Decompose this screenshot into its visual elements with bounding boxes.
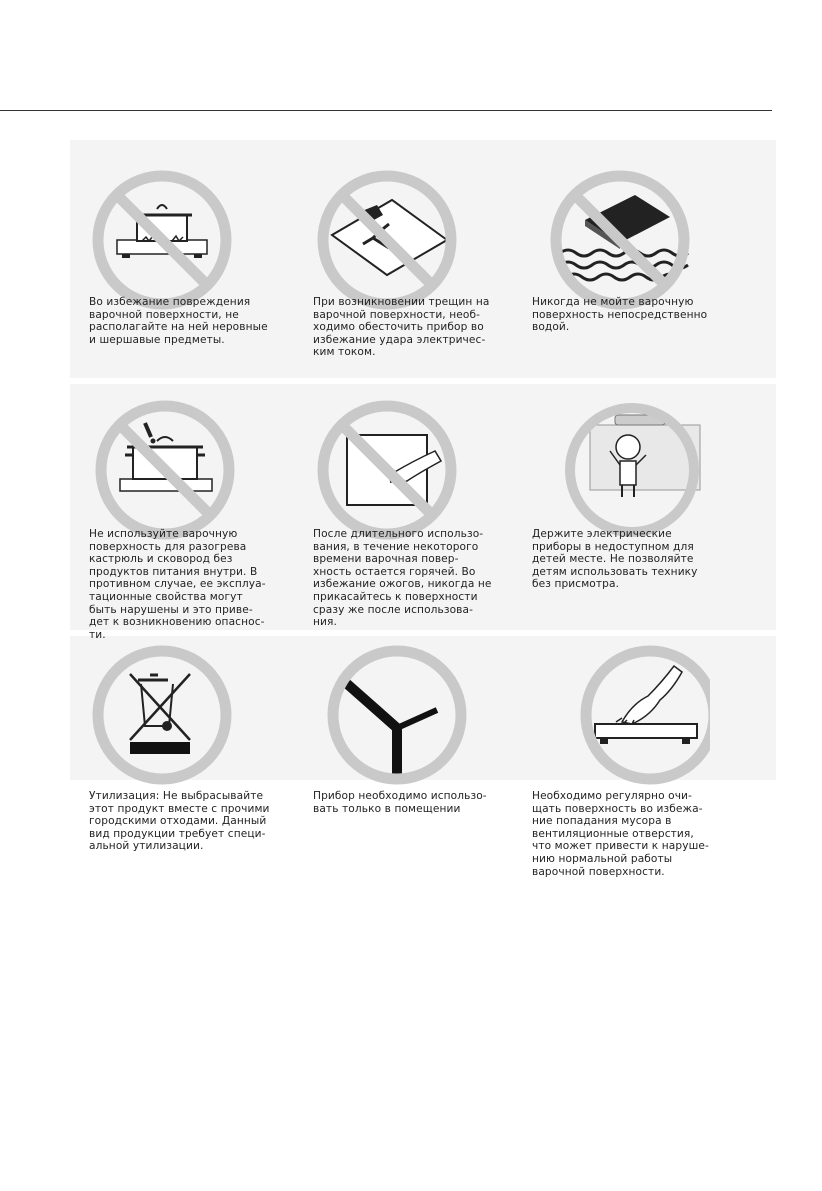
row-divider	[70, 378, 776, 384]
hot-surface-touch-prohibited-icon	[297, 395, 477, 545]
header-rule	[0, 110, 772, 111]
warning-caption: Держите электрические приборы в недоступном для детей месте. Не позволяйте детям использовать технику без присмотра.	[532, 528, 698, 591]
warning-caption: Во избежание повреждения варочной поверхности, не располагайте на ней неровные и шершавые предметы.	[89, 296, 268, 346]
warning-caption: Необходимо регулярно очи- щать поверхность во избежа- ние попадания мусора в вентиляционные отверстия, что может привести к наруше- нию нормальной работы варочной поверхности.	[532, 790, 709, 878]
warning-caption: При возникновении трещин на варочной поверхности, необ- ходимо обесточить прибор во избежание удара электричес- ким током.	[313, 296, 490, 359]
water-wash-prohibited-icon	[530, 165, 710, 315]
warning-caption: Прибор необходимо использо- вать только в помещении	[313, 790, 487, 815]
indoor-use-only-icon	[297, 640, 477, 790]
empty-pot-heating-prohibited-icon	[75, 395, 255, 545]
crossed-out-bin-icon	[72, 640, 252, 790]
child-access-prohibited-icon	[530, 395, 710, 545]
cracked-surface-prohibited-icon	[297, 165, 477, 315]
warning-caption: Утилизация: Не выбрасывайте этот продукт вместе с прочими городскими отходами. Данный вид продукции требует специ- альной утилизации.	[89, 790, 270, 853]
warning-caption: После длительного использо- вания, в течение некоторого времени варочная повер- хность остается горячей. Во избежание ожогов, никогда не прикасайтесь к поверхности сразу же после использова- ния.	[313, 528, 492, 629]
clean-vents-icon	[530, 640, 710, 790]
uneven-cookware-prohibited-icon	[72, 165, 252, 315]
warning-caption: Никогда не мойте варочную поверхность непосредственно водой.	[532, 296, 708, 334]
warning-caption: Не используйте варочную поверхность для разогрева кастрюль и сковород без продуктов питания внутри. В противном случае, ее эксплуа- тационные свойства могут быть нарушены и это приве- дет к возникновению опаснос- ти.	[89, 528, 266, 641]
